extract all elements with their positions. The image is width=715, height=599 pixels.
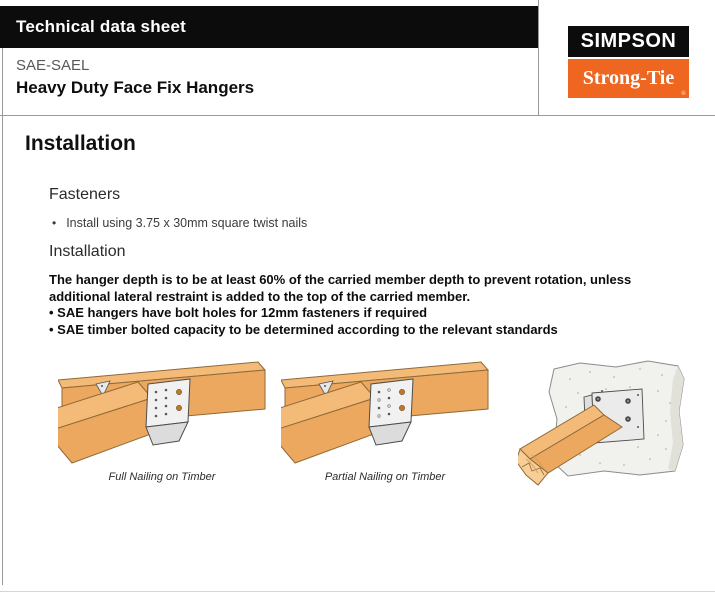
page-bottom-border <box>0 591 715 592</box>
figure-caption: Partial Nailing on Timber <box>324 471 446 483</box>
page-title: Installation <box>25 132 136 155</box>
full-nailing-illustration <box>58 361 266 468</box>
product-name: Heavy Duty Face Fix Hangers <box>16 78 255 97</box>
installation-note-bullet: • SAE hangers have bolt holes for 12mm fasteners if required <box>49 305 689 322</box>
installation-note-bullet: • SAE timber bolted capacity to be determined according to the relevant standards <box>49 322 689 339</box>
fasteners-bullet-item <box>52 216 307 230</box>
figure-masonry-install <box>518 357 706 500</box>
partial-nailing-illustration <box>281 361 489 468</box>
registered-mark: ® <box>681 90 686 97</box>
header-bottom-divider <box>0 115 715 116</box>
brand-logo-simpson: SIMPSON <box>568 26 689 57</box>
brand-logo-strongtie-text: Strong-Tie <box>582 67 675 89</box>
installation-note-intro: The hanger depth is to be at least 60% of the carried member depth to prevent rotation, unless additional lateral restraint is added to the top of the carried member. <box>49 272 632 304</box>
masonry-install-illustration <box>518 357 706 497</box>
figure-full-nailing <box>58 361 266 483</box>
fasteners-bullet-text: • Install using 3.75 x 30mm square twist nails <box>66 216 308 230</box>
figure-partial-nailing <box>281 361 489 483</box>
fasteners-heading: Fasteners <box>49 186 121 203</box>
header-banner-title: Technical data sheet <box>16 17 186 36</box>
page-left-border <box>2 48 3 585</box>
figure-caption: Full Nailing on Timber <box>108 471 216 483</box>
installation-note <box>49 272 689 338</box>
brand-logo-strongtie <box>568 59 689 98</box>
header-banner <box>0 6 538 48</box>
product-code: SAE-SAEL <box>16 57 90 74</box>
product-header <box>16 57 254 98</box>
installation-subheading: Installation <box>49 243 126 260</box>
brand-logo <box>568 26 689 98</box>
header-vertical-divider <box>538 0 539 116</box>
